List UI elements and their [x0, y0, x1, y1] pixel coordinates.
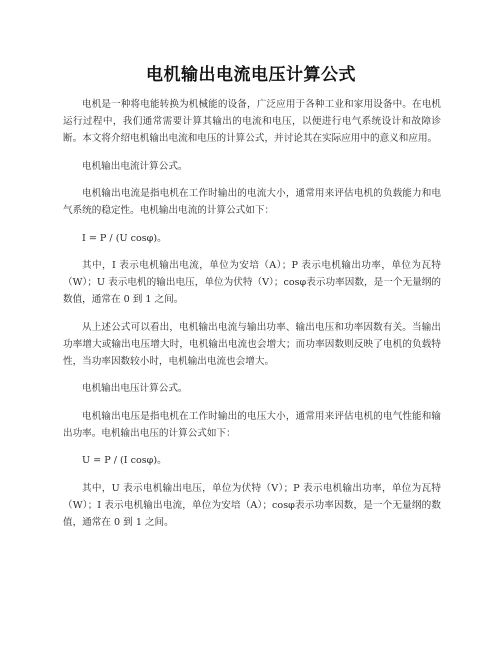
voltage-formula: U = P / (I cosφ)。	[82, 455, 167, 466]
intro-paragraph: 电机是一种将电能转换为机械能的设备，广泛应用于各种工业和家用设备中。在电机运行过程中，我们通常需要计算其输出的电流和电压，以便进行电气系统设计和故障诊断。本文将介绍电机输出电流和电压的计算公式，并讨论其在实际应用中的意义和应用。	[63, 99, 441, 144]
voltage-variables-paragraph: 其中，U 表示电机输出电压，单位为伏特（V）；P 表示电机输出功率，单位为瓦特（W）；I 表示电机输出电流，单位为安培（A）；cosφ表示功率因数，是一个无量纲的数值，通常在 0 到 1 之间。	[63, 482, 441, 528]
document-body	[63, 96, 441, 541]
voltage-description-paragraph: 电机输出电压是指电机在工作时输出的电压大小，通常用来评估电机的电气性能和输出功率。电机输出电压的计算公式如下：	[63, 410, 441, 439]
current-analysis-paragraph: 从上述公式可以看出，电机输出电流与输出功率、输出电压和功率因数有关。当输出功率增大或输出电压增大时，电机输出电流也会增大；而功率因数则反映了电机的负载特性，当功率因数较小时，电机输出电流也会增大。	[63, 321, 441, 367]
document-title: 电机输出电流电压计算公式	[146, 65, 356, 85]
voltage-formula-heading: 电机输出电压计算公式。	[82, 383, 188, 394]
current-formula-heading: 电机输出电流计算公式。	[82, 160, 188, 172]
current-formula: I = P / (U cosφ)。	[82, 232, 167, 244]
current-variables-paragraph: 其中，I 表示电机输出电流，单位为安培（A）；P 表示电机输出功率，单位为瓦特（W）；U 表示电机的输出电压，单位为伏特（V）；cosφ表示功率因数，是一个无量纲的数值，通常在 0 到 1 之间。	[63, 260, 441, 305]
current-description-paragraph: 电机输出电流是指电机在工作时输出的电流大小，通常用来评估电机的负载能力和电气系统的稳定性。电机输出电流的计算公式如下：	[63, 188, 441, 216]
